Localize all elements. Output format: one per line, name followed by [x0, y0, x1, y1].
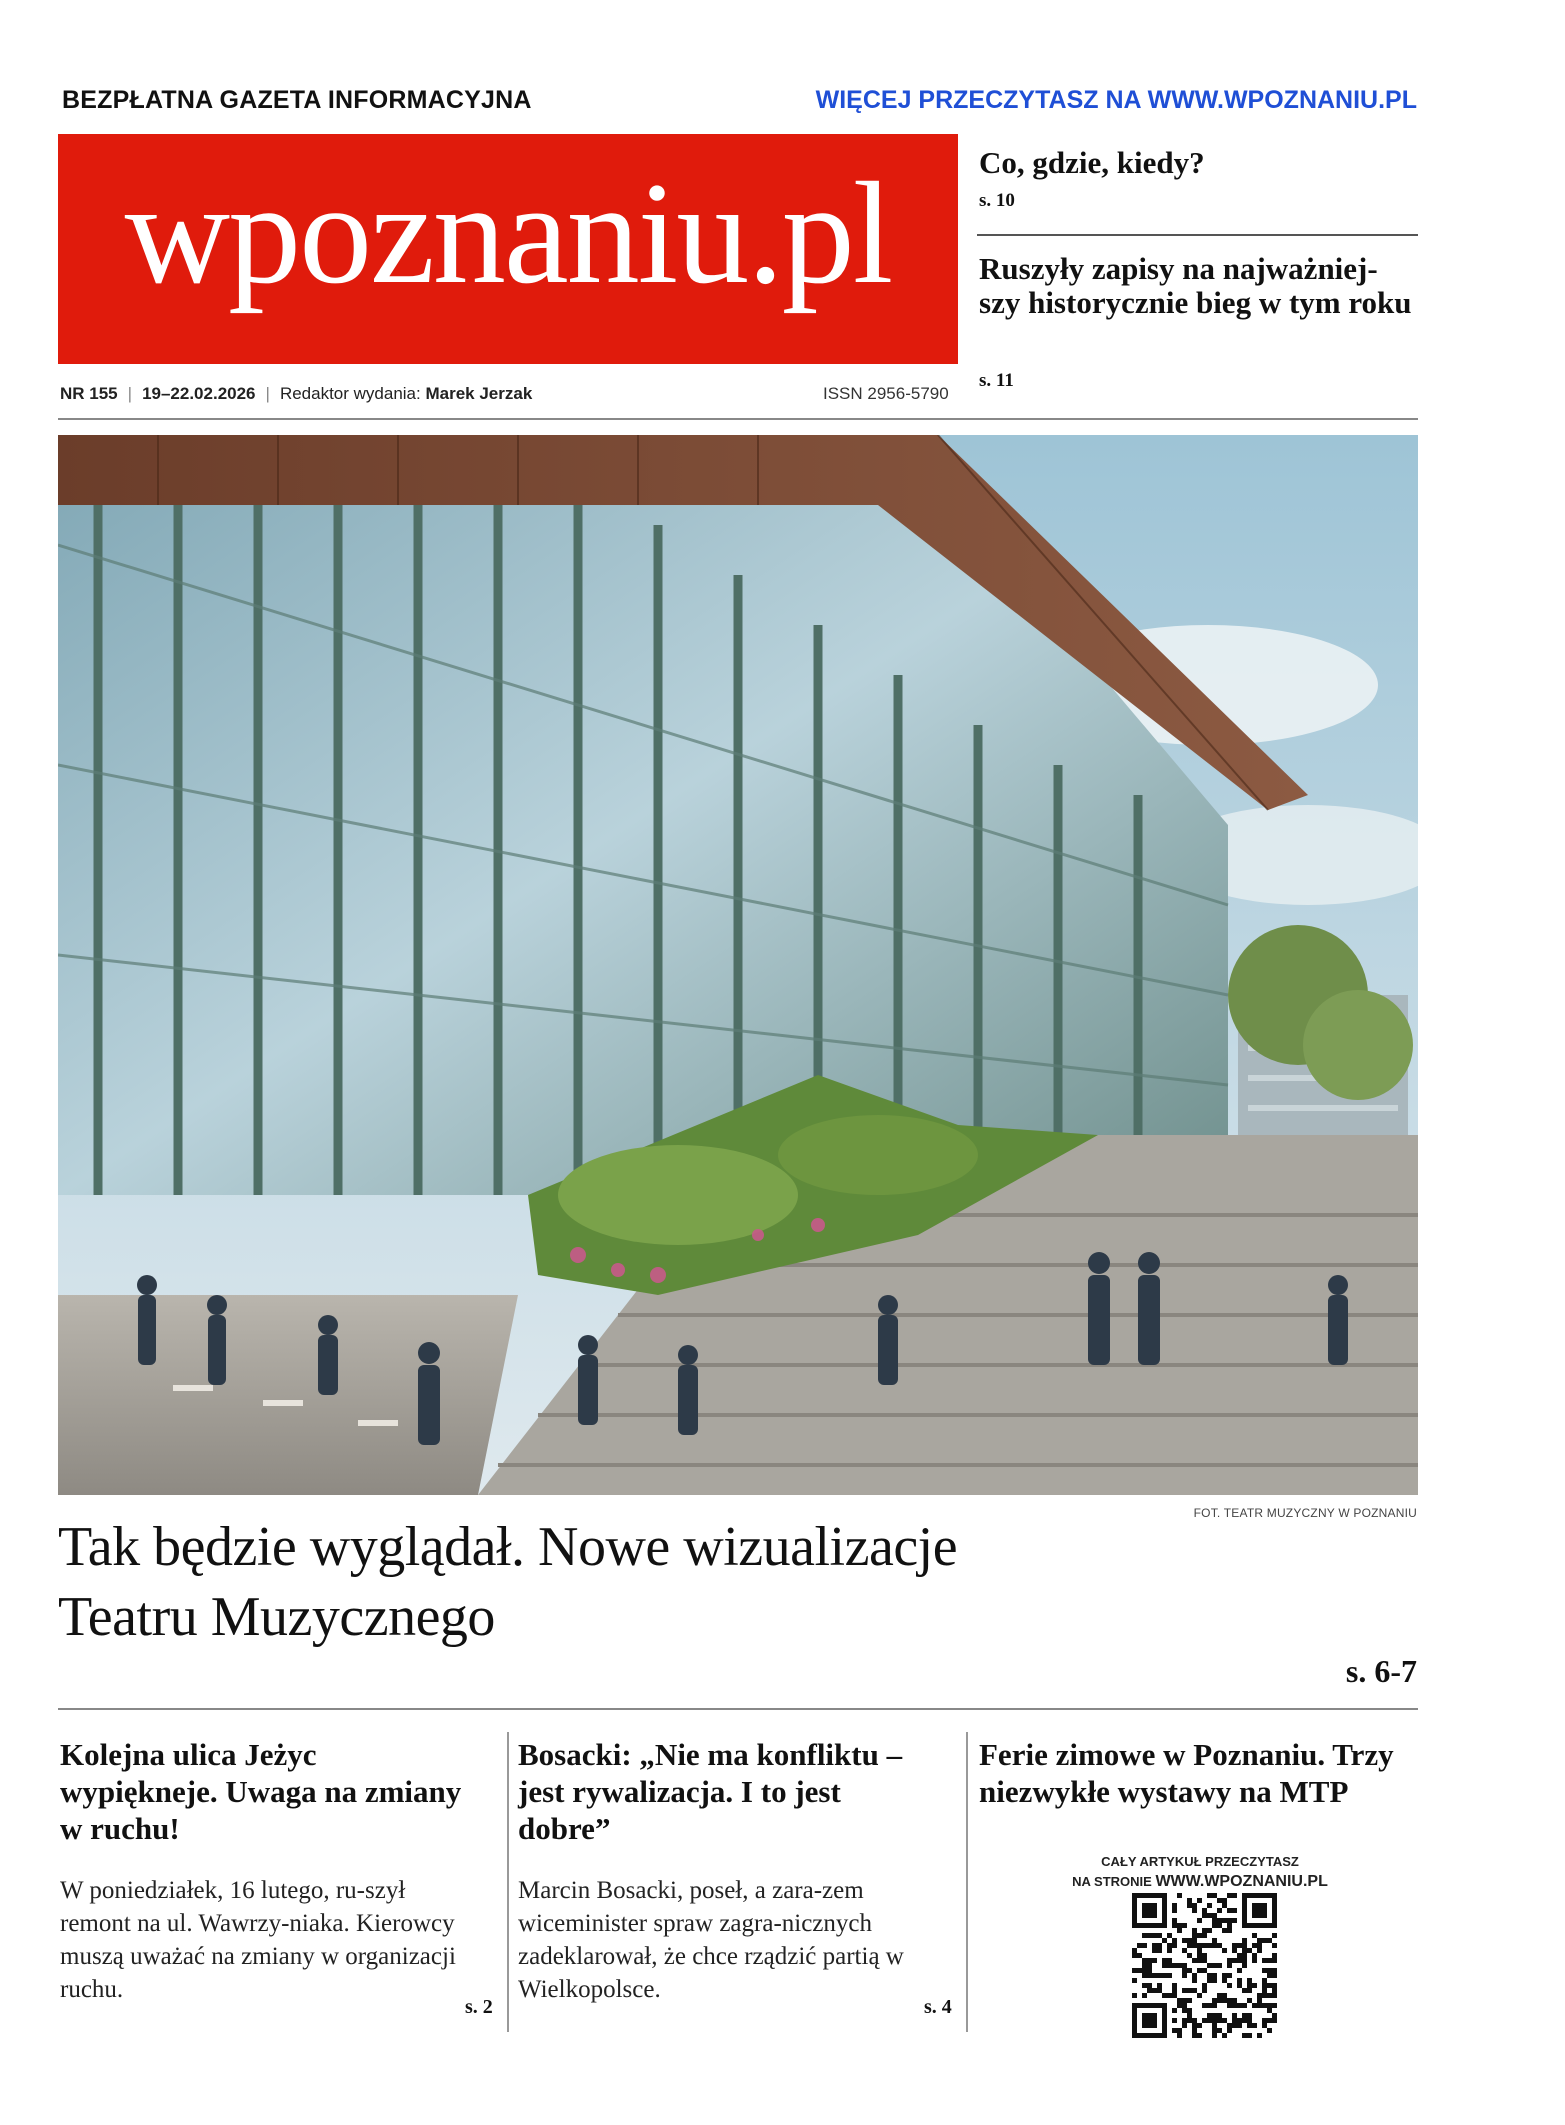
qr-caption-line2: NA STRONIE: [1072, 1874, 1152, 1889]
masthead: [58, 134, 958, 364]
qr-caption-line1: CAŁY ARTYKUŁ PRZECZYTASZ: [1101, 1854, 1299, 1869]
article-lead-jezyce: W poniedziałek, 16 lutego, ru-szył remont na ul. Wawrzy-niaka. Kierowcy muszą uważać na zmiany w organizacji ruchu.: [60, 1877, 456, 2003]
qr-caption-site: WWW.WPOZNANIU.PL: [1155, 1873, 1328, 1890]
issue-info: NR 155 | 19–22.02.2026 | Redaktor wydania: Marek Jerzak: [60, 384, 533, 403]
editor-label: Redaktor wydania:: [279, 384, 421, 403]
article-title-jezyce[interactable]: Kolejna ulica Jeżyc wypiękneje. Uwaga na zmiany w ruchu!: [60, 1737, 462, 1846]
website-link[interactable]: WIĘCEJ PRZECZYTASZ NA WWW.WPOZNANIU.PL: [815, 86, 1417, 114]
teaser-divider: [977, 234, 1418, 236]
header-divider: [58, 418, 1418, 420]
article-page-jezyce: s. 2: [465, 1996, 493, 2018]
article-lead-bosacki: Marcin Bosacki, poseł, a zara-zem wiceminister spraw zagra-nicznych zadeklarował, że chce rządzić partią w Wielkopolsce.: [518, 1877, 904, 2003]
tagline: BEZPŁATNA GAZETA INFORMACYJNA: [62, 86, 532, 114]
teaser-title-run[interactable]: Ruszyły zapisy na najważniej-szy historycznie bieg w tym roku: [979, 251, 1412, 320]
issue-number: NR 155: [60, 384, 118, 403]
issn: ISSN 2956-5790: [823, 384, 949, 403]
editor-name: Marek Jerzak: [425, 384, 533, 403]
article-title-bosacki[interactable]: Bosacki: „Nie ma konfliktu – jest rywalizacja. I to jest dobre”: [518, 1737, 903, 1846]
teaser-title-events[interactable]: Co, gdzie, kiedy?: [979, 145, 1205, 180]
theatre-visualization-image: [58, 435, 1418, 1495]
column-divider: [966, 1732, 968, 2032]
article-title-ferie[interactable]: Ferie zimowe w Poznaniu. Trzy niezwykłe wystawy na MTP: [979, 1737, 1394, 1809]
issue-dates: 19–22.02.2026: [142, 384, 256, 403]
column-divider: [507, 1732, 509, 2032]
teaser-page-events: s. 10: [979, 190, 1015, 211]
teaser-page-run: s. 11: [979, 370, 1014, 391]
main-headline[interactable]: Tak będzie wyglądał. Nowe wizualizacje Teatru Muzycznego: [58, 1516, 958, 1648]
qr-code-image: [1132, 1893, 1277, 2038]
qr-caption: [1045, 1852, 1355, 1892]
article-page-bosacki: s. 4: [924, 1996, 952, 2018]
logo: wpoznaniu.pl: [124, 152, 892, 314]
hero-image[interactable]: [58, 435, 1418, 1495]
qr-code[interactable]: [1132, 1893, 1277, 2038]
photo-credit: FOT. TEATR MUZYCZNY W POZNANIU: [1193, 1506, 1417, 1520]
section-divider: [58, 1708, 1418, 1710]
main-headline-page: s. 6-7: [1345, 1653, 1417, 1689]
